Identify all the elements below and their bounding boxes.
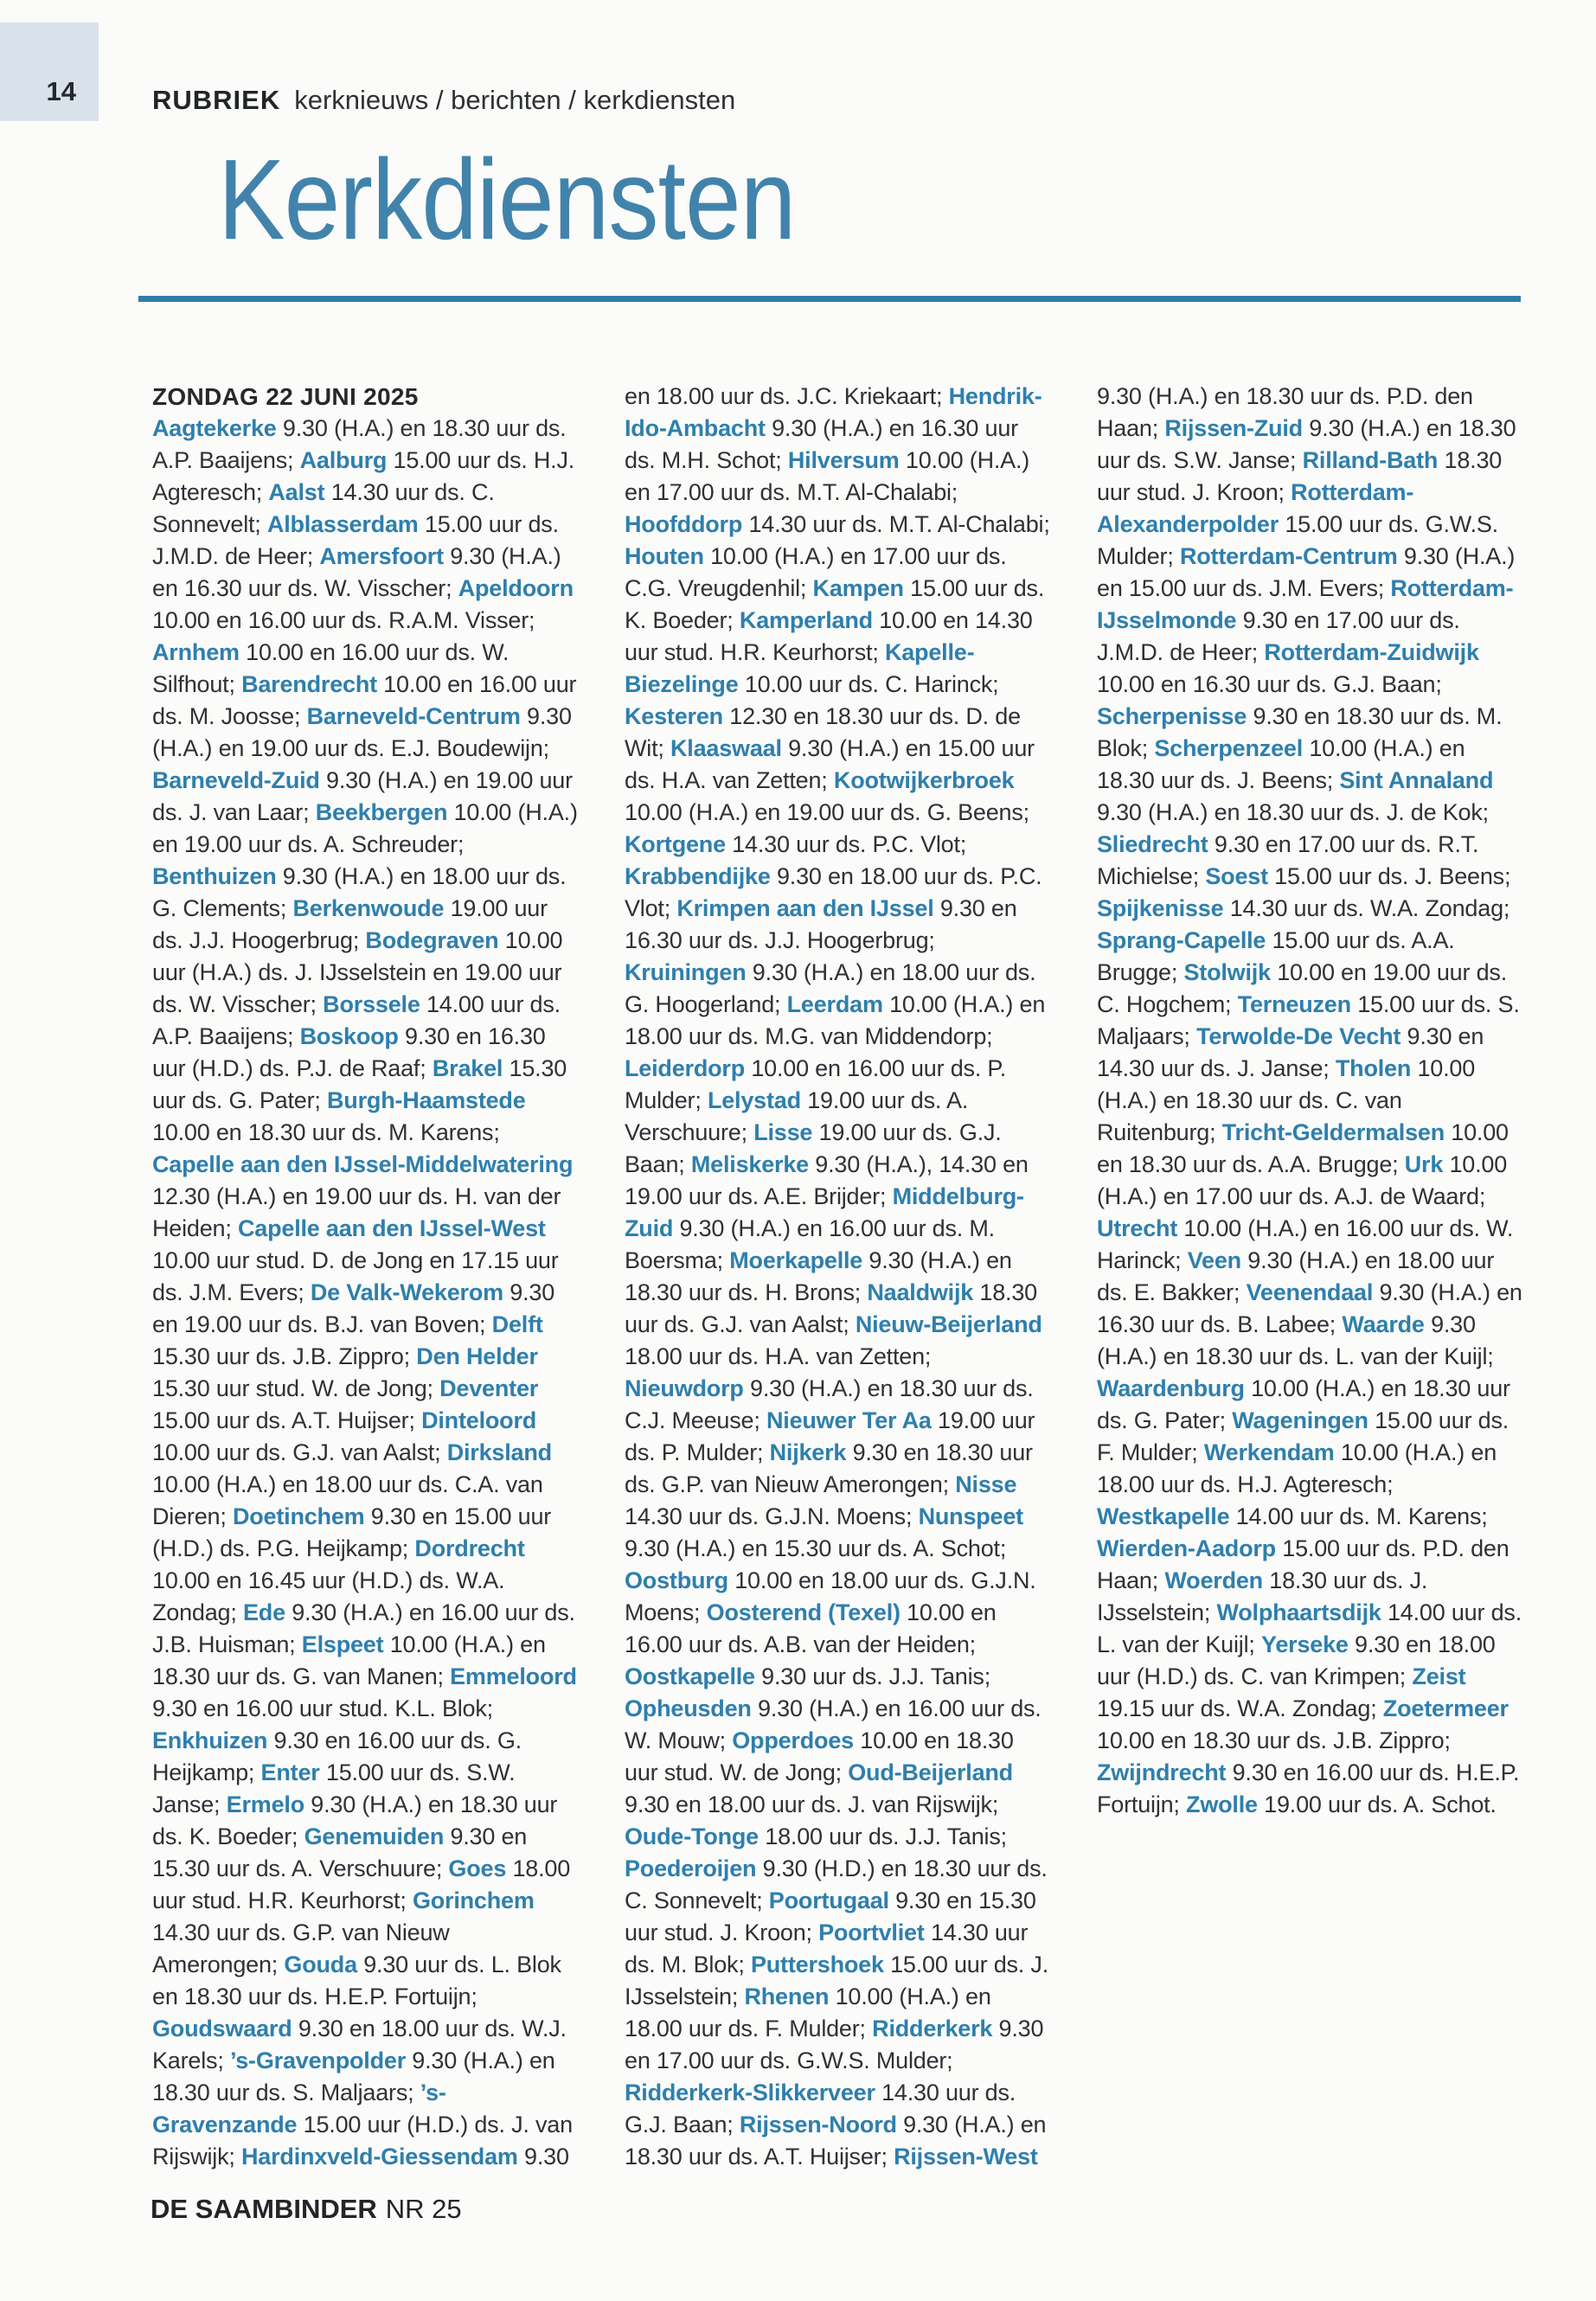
place-name: ’s-Gravenzande <box>152 2080 446 2138</box>
page-number: 14 <box>46 76 76 106</box>
service-entry: Emmeloord 9.30 en 16.00 uur stud. K.L. Blok; <box>152 1663 577 1721</box>
service-entry: Nisse 14.30 uur ds. G.J.N. Moens; <box>625 1471 1017 1529</box>
place-name: Poortugaal <box>768 1888 889 1913</box>
place-name: Veenendaal <box>1246 1279 1374 1305</box>
service-entry: Oosterend (Texel) 10.00 en 16.00 uur ds. A.B. van der Heiden; <box>625 1599 997 1657</box>
service-entry: Krabbendijke 9.30 en 18.00 uur ds. P.C. Vlot; <box>625 863 1042 921</box>
place-name: Tricht-Geldermalsen <box>1221 1119 1445 1145</box>
place-name: Scherpenisse <box>1097 703 1247 729</box>
place-name: Krabbendijke <box>625 863 771 889</box>
place-name: Rotterdam-Centrum <box>1179 543 1398 569</box>
service-entry: Krimpen aan den IJssel 9.30 en 16.30 uur ds. J.J. Hoogerbrug; <box>625 895 1017 953</box>
service-entry: Barneveld-Zuid 9.30 (H.A.) en 19.00 uur ds. J. van Laar; <box>152 767 573 825</box>
service-entry: Gorinchem 14.30 uur ds. G.P. van Nieuw Amerongen; <box>152 1888 535 1977</box>
service-entry: Nieuwer Ter Aa 19.00 uur ds. P. Mulder; <box>625 1407 1035 1465</box>
rubric-header <box>152 85 735 116</box>
service-entry: Oude-Tonge 18.00 uur ds. J.J. Tanis; <box>625 1823 1007 1849</box>
service-entry: Barneveld-Centrum 9.30 (H.A.) en 19.00 uur ds. E.J. Boudewijn; <box>152 703 572 761</box>
place-name: Westkapelle <box>1097 1503 1230 1529</box>
place-name: Veen <box>1187 1247 1241 1273</box>
service-entry: Capelle aan den IJssel-West 10.00 uur stud. D. de Jong en 17.15 uur ds. J.M. Evers; <box>152 1215 559 1305</box>
service-entry: Kortgene 14.30 uur ds. P.C. Vlot; <box>625 831 967 857</box>
service-entry: Spijkenisse 14.30 uur ds. W.A. Zondag; <box>1097 895 1510 921</box>
place-name: Gouda <box>284 1952 357 1977</box>
service-entry: Dinteloord 10.00 uur ds. G.J. van Aalst; <box>152 1407 537 1465</box>
page-title: Kerkdiensten <box>218 136 796 263</box>
place-name: Berkenwoude <box>292 895 445 921</box>
service-entry: Veenendaal 9.30 (H.A.) en 16.30 uur ds. B. Labee; <box>1097 1279 1522 1337</box>
service-entry: Rilland-Bath 18.30 uur stud. J. Kroon; <box>1097 447 1503 505</box>
service-entry: Yerseke 9.30 en 18.00 uur (H.D.) ds. C. van Krimpen; <box>1097 1631 1496 1689</box>
place-name: Rotterdam-IJsselmonde <box>1097 575 1514 633</box>
place-name: Poortvliet <box>818 1920 925 1945</box>
service-entry: Klaaswaal 9.30 (H.A.) en 15.00 uur ds. H.A. van Zetten; <box>625 735 1035 793</box>
place-name: Aagtekerke <box>152 415 277 441</box>
place-name: Sint Annaland <box>1339 767 1494 793</box>
place-name: Gorinchem <box>412 1888 535 1913</box>
place-name: Wierden-Aadorp <box>1097 1535 1276 1561</box>
place-name: Opheusden <box>625 1695 752 1721</box>
service-entry: Aagtekerke 9.30 (H.A.) en 18.30 uur ds. A.P. Baaijens; <box>152 415 567 473</box>
place-name: Naaldwijk <box>867 1279 974 1305</box>
service-entry: Goudswaard 9.30 en 18.00 uur ds. W.J. Karels; <box>152 2016 567 2073</box>
place-name: Spijkenisse <box>1097 895 1224 921</box>
place-name: Elspeet <box>301 1631 384 1657</box>
service-entry: Hilversum 10.00 (H.A.) en 17.00 uur ds. M.T. Al-Chalabi; <box>625 447 1030 505</box>
place-name: Kortgene <box>625 831 726 857</box>
service-entry: Lisse 19.00 uur ds. G.J. Baan; <box>625 1119 1002 1177</box>
place-name: Kootwijkerbroek <box>833 767 1015 793</box>
place-name: Ridderkerk-Slikkerveer <box>625 2080 875 2106</box>
place-name: Rijssen-Zuid <box>1164 415 1303 441</box>
place-name: Dirksland <box>446 1439 552 1465</box>
service-entry: Ermelo 9.30 (H.A.) en 18.30 uur ds. K. Boeder; <box>152 1791 558 1849</box>
place-name: Nisse <box>955 1471 1017 1497</box>
place-name: Hilversum <box>787 447 900 473</box>
place-name: Meliskerke <box>690 1151 809 1177</box>
service-entry: Berkenwoude 19.00 uur ds. J.J. Hoogerbrug; <box>152 895 548 953</box>
place-name: Hoofddorp <box>625 511 743 537</box>
service-entry: Amersfoort 9.30 (H.A.) en 16.30 uur ds. W. Visscher; <box>152 543 561 601</box>
service-entry: Hoofddorp 14.30 uur ds. M.T. Al-Chalabi; <box>625 511 1050 537</box>
place-name: Oostkapelle <box>625 1663 755 1689</box>
place-name: Stolwijk <box>1183 959 1271 985</box>
place-name: Oud-Beijerland <box>848 1759 1013 1785</box>
place-name: Wolphaartsdijk <box>1216 1599 1381 1625</box>
service-entry: Benthuizen 9.30 (H.A.) en 18.00 uur ds. G. Clements; <box>152 863 567 921</box>
service-entry: ’s-Gravenpolder 9.30 (H.A.) en 18.30 uur ds. S. Maljaars; <box>152 2048 555 2106</box>
service-entry: Opheusden 9.30 (H.A.) en 16.00 uur ds. W. Mouw; <box>625 1695 1042 1753</box>
service-entry: Deventer 15.00 uur ds. A.T. Huijser; <box>152 1375 539 1433</box>
service-entry: Genemuiden 9.30 en 15.30 uur ds. A. Verschuure; <box>152 1823 528 1881</box>
service-entry: Enter 15.00 uur ds. S.W. Janse; <box>152 1759 516 1817</box>
service-entry: Naaldwijk 18.30 uur ds. G.J. van Aalst; <box>625 1279 1037 1337</box>
service-entry: Urk 10.00 (H.A.) en 17.00 uur ds. A.J. de Waard; <box>1097 1151 1508 1209</box>
place-name: Zeist <box>1412 1663 1466 1689</box>
service-entry: Wageningen 15.00 uur ds. F. Mulder; <box>1097 1407 1509 1465</box>
service-entry: Capelle aan den IJssel-Middelwatering 12.30 (H.A.) en 19.00 uur ds. H. van der Heiden; <box>152 1151 574 1241</box>
title-rule <box>138 296 1521 302</box>
place-name: Goes <box>448 1856 507 1881</box>
place-name: Capelle aan den IJssel-Middelwatering <box>152 1151 574 1177</box>
service-entry: Poortugaal 9.30 en 15.30 uur stud. J. Kroon; <box>625 1888 1036 1945</box>
place-name: Leiderdorp <box>625 1055 746 1081</box>
place-name: Lelystad <box>707 1087 801 1113</box>
place-name: Wageningen <box>1232 1407 1368 1433</box>
place-name: Yerseke <box>1261 1631 1349 1657</box>
services-columns <box>152 381 1524 2189</box>
service-entry: Sprang-Capelle 15.00 uur ds. A.A. Brugge; <box>1097 927 1455 985</box>
service-entry: Stolwijk 10.00 en 19.00 uur ds. C. Hogchem; <box>1097 959 1508 1017</box>
place-name: Oude-Tonge <box>625 1823 759 1849</box>
service-entry: Scherpenisse 9.30 en 18.30 uur ds. M. Blok; <box>1097 703 1503 761</box>
service-entry: Rotterdam-Zuidwijk 10.00 en 16.30 uur ds. G.J. Baan; <box>1097 639 1479 697</box>
place-name: Capelle aan den IJssel-West <box>237 1215 546 1241</box>
service-entry: Aalburg 15.00 uur ds. H.J. Agteresch; <box>152 447 575 505</box>
place-name: Waardenburg <box>1097 1375 1245 1401</box>
service-entry: Poederoijen 9.30 (H.D.) en 18.30 uur ds. C. Sonnevelt; <box>625 1856 1048 1913</box>
service-entry: Aalst 14.30 uur ds. C. Sonnevelt; <box>152 479 495 537</box>
service-entry: Werkendam 10.00 (H.A.) en 18.00 uur ds. H.J. Agteresch; <box>1097 1439 1497 1497</box>
place-name: Moerkapelle <box>729 1247 863 1273</box>
service-entry: Veen 9.30 (H.A.) en 18.00 uur ds. E. Bakker; <box>1097 1247 1495 1305</box>
place-name: Oostburg <box>625 1567 728 1593</box>
place-name: Scherpenzeel <box>1154 735 1304 761</box>
service-entry: Rijssen-West 9.30 (H.A.) en 18.30 uur ds. P.D. den Haan; <box>894 383 1473 2170</box>
place-name: Aalburg <box>299 447 388 473</box>
service-entry: Kesteren 12.30 en 18.30 uur ds. D. de Wit; <box>625 703 1021 761</box>
service-entry: Goes 18.00 uur stud. H.R. Keurhorst; <box>152 1856 571 1913</box>
service-entry: Hardinxveld-Giessendam 9.30 en 18.00 uur ds. J.C. Kriekaart; <box>241 383 949 2170</box>
place-name: Goudswaard <box>152 2016 292 2041</box>
place-name: Rijssen-Noord <box>739 2112 897 2138</box>
place-name: Ridderkerk <box>872 2016 993 2041</box>
place-name: Klaaswaal <box>670 735 782 761</box>
place-name: Kruiningen <box>625 959 747 985</box>
place-name: Puttershoek <box>750 1952 884 1977</box>
place-name: Nieuw-Beijerland <box>855 1311 1042 1337</box>
rubric-label: RUBRIEK <box>152 85 281 115</box>
place-name: Emmeloord <box>450 1663 577 1689</box>
service-entry: Meliskerke 9.30 (H.A.), 14.30 en 19.00 uur ds. A.E. Brijder; <box>625 1151 1029 1209</box>
place-name: Houten <box>625 543 704 569</box>
service-entry: Borssele 14.00 uur ds. A.P. Baaijens; <box>152 991 561 1049</box>
service-entry: Middelburg-Zuid 9.30 (H.A.) en 16.00 uur ds. M. Boersma; <box>625 1183 1024 1273</box>
service-entry: Wolphaartsdijk 14.00 uur ds. L. van der Kuijl; <box>1097 1599 1522 1657</box>
place-name: Alblasserdam <box>266 511 419 537</box>
service-entry: Ede 9.30 (H.A.) en 16.00 uur ds. J.B. Huisman; <box>152 1599 575 1657</box>
service-entry: Ridderkerk 9.30 en 17.00 uur ds. G.W.S. Mulder; <box>625 2016 1044 2073</box>
page-footer <box>151 2194 462 2225</box>
service-entry: Houten 10.00 (H.A.) en 17.00 uur ds. C.G. Vreugdenhil; <box>625 543 1007 601</box>
service-entry: Waarde 9.30 (H.A.) en 18.30 uur ds. L. van der Kuijl; <box>1097 1311 1494 1369</box>
place-name: Dinteloord <box>421 1407 537 1433</box>
service-entry: Kruiningen 9.30 (H.A.) en 18.00 uur ds. G. Hoogerland; <box>625 959 1036 1017</box>
place-name: Hardinxveld-Giessendam <box>241 2144 518 2170</box>
service-entry: Elspeet 10.00 (H.A.) en 18.30 uur ds. G. van Manen; <box>152 1631 546 1689</box>
place-name: Nijkerk <box>769 1439 847 1465</box>
service-entry: Dordrecht 10.00 en 16.45 uur (H.D.) ds. W.A. Zondag; <box>152 1535 525 1625</box>
place-name: Oosterend (Texel) <box>706 1599 901 1625</box>
place-name: Rijssen-West <box>894 2144 1038 2170</box>
page-number-box <box>0 22 99 121</box>
service-entry: Kootwijkerbroek 10.00 (H.A.) en 19.00 uur ds. G. Beens; <box>625 767 1029 825</box>
service-entry: Burgh-Haamstede 10.00 en 18.30 uur ds. M. Karens; <box>152 1087 526 1145</box>
service-entry: Bodegraven 10.00 uur (H.A.) ds. J. IJsselstein en 19.00 uur ds. W. Visscher; <box>152 927 563 1017</box>
place-name: Poederoijen <box>625 1856 757 1881</box>
date-heading: ZONDAG 22 JUNI 2025 <box>152 383 419 410</box>
place-name: Soest <box>1205 863 1268 889</box>
place-name: Utrecht <box>1097 1215 1178 1241</box>
place-name: Nieuwdorp <box>625 1375 744 1401</box>
place-name: Terneuzen <box>1237 991 1351 1017</box>
service-entry: Zwolle 19.00 uur ds. A. Schot. <box>1186 1791 1497 1817</box>
service-entry: Leerdam 10.00 (H.A.) en 18.00 uur ds. M.G. van Middendorp; <box>625 991 1046 1049</box>
service-entry: Scherpenzeel 10.00 (H.A.) en 18.30 uur ds. J. Beens; <box>1097 735 1465 793</box>
service-entry: Woerden 18.30 uur ds. J. IJsselstein; <box>1097 1567 1428 1625</box>
place-name: Urk <box>1404 1151 1444 1177</box>
place-name: Enkhuizen <box>152 1727 268 1753</box>
place-name: Kesteren <box>625 703 723 729</box>
service-entry: Hendrik-Ido-Ambacht 9.30 (H.A.) en 16.30 uur ds. M.H. Schot; <box>625 383 1042 473</box>
place-name: Dordrecht <box>414 1535 525 1561</box>
service-entry: Arnhem 10.00 en 16.00 uur ds. W. Silfhout; <box>152 639 510 697</box>
service-entry: Rijssen-Zuid 9.30 (H.A.) en 18.30 uur ds. S.W. Janse; <box>1097 415 1516 473</box>
service-entry: Nunspeet 9.30 (H.A.) en 15.30 uur ds. A. Schot; <box>625 1503 1023 1561</box>
service-entry: Utrecht 10.00 (H.A.) en 16.00 uur ds. W. Harinck; <box>1097 1215 1514 1273</box>
place-name: Middelburg-Zuid <box>625 1183 1024 1241</box>
place-name: Brakel <box>432 1055 503 1081</box>
service-entry: Kampen 15.00 uur ds. K. Boeder; <box>625 575 1045 633</box>
place-name: Rotterdam-Zuidwijk <box>1264 639 1479 665</box>
place-name: Den Helder <box>416 1343 538 1369</box>
services-text <box>152 381 1524 2189</box>
place-name: Zwijndrecht <box>1097 1759 1227 1785</box>
place-name: Krimpen aan den IJssel <box>676 895 934 921</box>
place-name: ’s-Gravenpolder <box>229 2048 406 2073</box>
service-entry: Brakel 15.30 uur ds. G. Pater; <box>152 1055 567 1113</box>
place-name: Nunspeet <box>918 1503 1023 1529</box>
service-entry: Kamperland 10.00 en 14.30 uur stud. H.R. Keurhorst; <box>625 607 1033 665</box>
service-entry: Wierden-Aadorp 15.00 uur ds. P.D. den Haan; <box>1097 1535 1509 1593</box>
service-entry: Dirksland 10.00 (H.A.) en 18.00 uur ds. C.A. van Dieren; <box>152 1439 552 1529</box>
place-name: Delft <box>491 1311 543 1337</box>
service-entry: Apeldoorn 10.00 en 16.00 uur ds. R.A.M. Visser; <box>152 575 574 633</box>
service-entry: Doetinchem 9.30 en 15.00 uur (H.D.) ds. P.G. Heijkamp; <box>152 1503 552 1561</box>
service-entry: Rotterdam-Alexanderpolder 15.00 uur ds. G.W.S. Mulder; <box>1097 479 1498 569</box>
service-entry: Sliedrecht 9.30 en 17.00 uur ds. R.T. Michielse; <box>1097 831 1479 889</box>
place-name: Barneveld-Centrum <box>306 703 521 729</box>
place-name: Barendrecht <box>241 671 377 697</box>
issue-number: NR 25 <box>385 2194 462 2224</box>
service-entry: Tholen 10.00 (H.A.) en 18.30 uur ds. C. van Ruitenburg; <box>1097 1055 1476 1145</box>
service-entry: Poortvliet 14.30 uur ds. M. Blok; <box>625 1920 1029 1977</box>
service-entry: Zoetermeer 10.00 en 18.30 uur ds. J.B. Zippro; <box>1097 1695 1509 1753</box>
service-entry: Zwijndrecht 9.30 en 16.00 uur ds. H.E.P. Fortuijn; <box>1097 1759 1520 1817</box>
place-name: Deventer <box>439 1375 539 1401</box>
place-name: Woerden <box>1164 1567 1263 1593</box>
place-name: Waarde <box>1342 1311 1425 1337</box>
service-entry: Gouda 9.30 uur ds. L. Blok en 18.30 uur ds. H.E.P. Fortuijn; <box>152 1952 561 2009</box>
place-name: Lisse <box>753 1119 813 1145</box>
place-name: Aalst <box>268 479 325 505</box>
place-name: Nieuwer Ter Aa <box>766 1407 932 1433</box>
service-entry: Waardenburg 10.00 (H.A.) en 18.30 uur ds. G. Pater; <box>1097 1375 1510 1433</box>
service-entry: Puttershoek 15.00 uur ds. J. IJsselstein; <box>625 1952 1049 2009</box>
place-name: Tholen <box>1335 1055 1412 1081</box>
service-entry: Tricht-Geldermalsen 10.00 en 18.30 uur ds. A.A. Brugge; <box>1097 1119 1509 1177</box>
service-entry: Rotterdam-IJsselmonde 9.30 en 17.00 uur ds. J.M.D. de Heer; <box>1097 575 1514 665</box>
place-name: Borssele <box>323 991 420 1017</box>
service-entry: Enkhuizen 9.30 en 16.00 uur ds. G. Heijkamp; <box>152 1727 522 1785</box>
place-name: Ermelo <box>226 1791 304 1817</box>
service-entry: Oostburg 10.00 en 18.00 uur ds. G.J.N. Moens; <box>625 1567 1036 1625</box>
service-entry: Terwolde-De Vecht 9.30 en 14.30 uur ds. J. Janse; <box>1097 1023 1484 1081</box>
place-name: Doetinchem <box>232 1503 365 1529</box>
place-name: Ede <box>242 1599 285 1625</box>
service-entry: Delft 15.30 uur ds. J.B. Zippro; <box>152 1311 543 1369</box>
service-entry: Nijkerk 9.30 en 18.30 uur ds. G.P. van Nieuw Amerongen; <box>625 1439 1033 1497</box>
place-name: Genemuiden <box>304 1823 445 1849</box>
place-name: Boskoop <box>299 1023 399 1049</box>
rubric-sections: kerknieuws / berichten / kerkdiensten <box>294 85 736 115</box>
place-name: Kapelle-Biezelinge <box>625 639 975 697</box>
place-name: Opperdoes <box>732 1727 854 1753</box>
service-entry: Terneuzen 15.00 uur ds. S. Maljaars; <box>1097 991 1520 1049</box>
place-name: Enter <box>260 1759 320 1785</box>
place-name: Zwolle <box>1186 1791 1258 1817</box>
service-entry: Den Helder 15.30 uur stud. W. de Jong; <box>152 1343 538 1401</box>
service-entry: Leiderdorp 10.00 en 16.00 uur ds. P. Mulder; <box>625 1055 1007 1113</box>
service-entry: Boskoop 9.30 en 16.30 uur (H.D.) ds. P.J. de Raaf; <box>152 1023 546 1081</box>
service-entry: Kapelle-Biezelinge 10.00 uur ds. C. Harinck; <box>625 639 999 697</box>
place-name: Sliedrecht <box>1097 831 1208 857</box>
service-entry: Rotterdam-Centrum 9.30 (H.A.) en 15.00 uur ds. J.M. Evers; <box>1097 543 1516 601</box>
service-entry: Rijssen-Noord 9.30 (H.A.) en 18.30 uur ds. A.T. Huijser; <box>625 2112 1047 2170</box>
place-name: Sprang-Capelle <box>1097 927 1266 953</box>
service-entry: Soest 15.00 uur ds. J. Beens; <box>1205 863 1511 889</box>
service-entry: Alblasserdam 15.00 uur ds. J.M.D. de Heer; <box>152 511 559 569</box>
service-entry: Opperdoes 10.00 en 18.30 uur stud. W. de Jong; <box>625 1727 1014 1785</box>
place-name: Rilland-Bath <box>1302 447 1439 473</box>
service-entry: Lelystad 19.00 uur ds. A. Verschuure; <box>625 1087 969 1145</box>
place-name: Terwolde-De Vecht <box>1196 1023 1401 1049</box>
service-entry: Nieuw-Beijerland 18.00 uur ds. H.A. van Zetten; <box>625 1311 1042 1369</box>
place-name: Kampen <box>812 575 904 601</box>
service-entry: Oostkapelle 9.30 uur ds. J.J. Tanis; <box>625 1663 991 1689</box>
service-entry: Sint Annaland 9.30 (H.A.) en 18.30 uur ds. J. de Kok; <box>1097 767 1494 825</box>
place-name: Beekbergen <box>315 799 448 825</box>
service-entry: Oud-Beijerland 9.30 en 18.00 uur ds. J. van Rijswijk; <box>625 1759 1013 1817</box>
place-name: Rotterdam-Alexanderpolder <box>1097 479 1414 537</box>
magazine-name: DE SAAMBINDER <box>151 2194 377 2224</box>
place-name: Benthuizen <box>152 863 277 889</box>
place-name: Burgh-Haamstede <box>327 1087 526 1113</box>
service-entry: Barendrecht 10.00 en 16.00 uur ds. M. Joosse; <box>152 671 577 729</box>
service-entry: ’s-Gravenzande 15.00 uur (H.D.) ds. J. van Rijswijk; <box>152 2080 573 2170</box>
place-name: De Valk-Wekerom <box>310 1279 503 1305</box>
service-entry: Westkapelle 14.00 uur ds. M. Karens; <box>1097 1503 1488 1529</box>
service-entry: Moerkapelle 9.30 (H.A.) en 18.30 uur ds. H. Brons; <box>625 1247 1012 1305</box>
service-entry: De Valk-Wekerom 9.30 en 19.00 uur ds. B.J. van Boven; <box>152 1279 555 1337</box>
place-name: Arnhem <box>152 639 240 665</box>
place-name: Amersfoort <box>319 543 444 569</box>
place-name: Werkendam <box>1203 1439 1335 1465</box>
place-name: Hendrik-Ido-Ambacht <box>625 383 1042 441</box>
service-entry: Nieuwdorp 9.30 (H.A.) en 18.30 uur ds. C.J. Meeuse; <box>625 1375 1034 1433</box>
place-name: Rhenen <box>744 1984 830 2009</box>
place-name: Barneveld-Zuid <box>152 767 320 793</box>
place-name: Kamperland <box>739 607 873 633</box>
place-name: Apeldoorn <box>458 575 574 601</box>
place-name: Bodegraven <box>365 927 499 953</box>
place-name: Leerdam <box>786 991 883 1017</box>
place-name: Zoetermeer <box>1382 1695 1509 1721</box>
service-entry: Zeist 19.15 uur ds. W.A. Zondag; <box>1097 1663 1466 1721</box>
service-entry: Ridderkerk-Slikkerveer 14.30 uur ds. G.J. Baan; <box>625 2080 1016 2138</box>
service-entry: Beekbergen 10.00 (H.A.) en 19.00 uur ds. A. Schreuder; <box>152 799 578 857</box>
service-entry: Rhenen 10.00 (H.A.) en 18.00 uur ds. F. Mulder; <box>625 1984 991 2041</box>
